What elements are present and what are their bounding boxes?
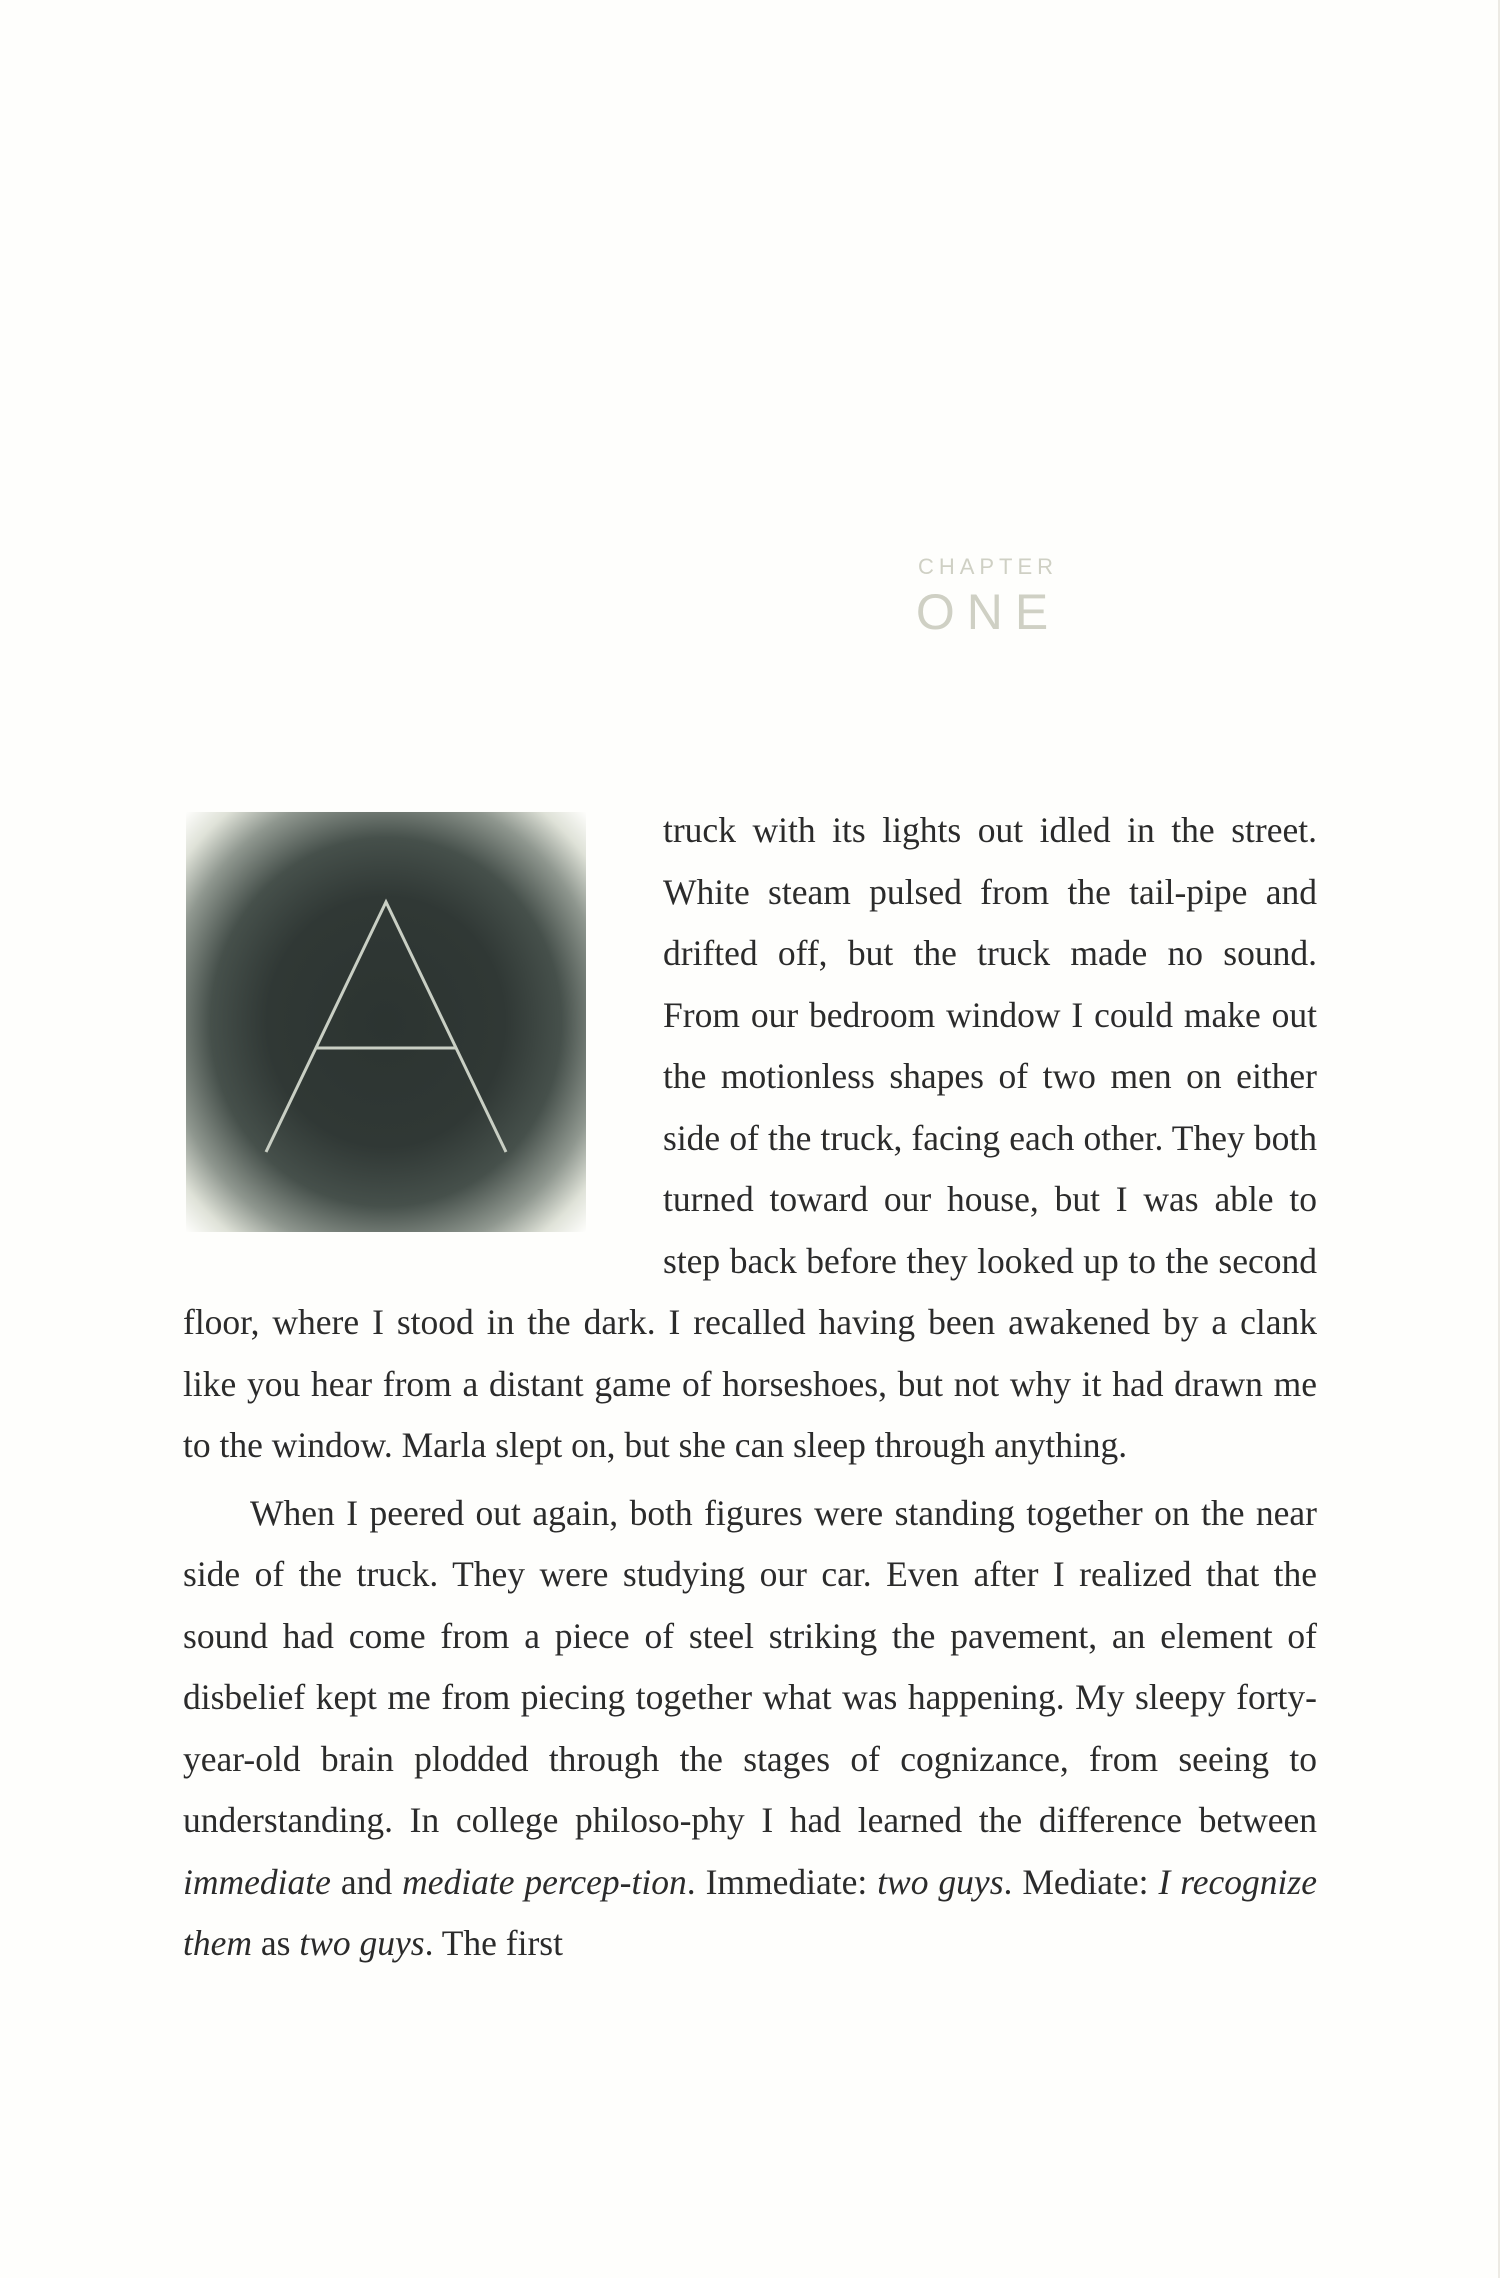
text-run: as	[252, 1923, 300, 1963]
italic-text: two guys	[877, 1861, 1004, 1902]
body-text	[183, 800, 1317, 1975]
text-run: and	[330, 1861, 403, 1902]
text-run: When I peered out again, both figures were standing together on the near side of the truck. They were studying our car. Even after I realized that the sound had come from a piece of steel striking the pavement, an element of disbelief kept me from piecing together what was happening. My sleepy forty-year-old brain plodded through the stages of cognizance, from seeing to understanding. In college philoso-phy I had learned the difference between	[183, 1492, 1317, 1840]
text-run: . Immediate:	[686, 1861, 878, 1902]
drop-cap-spacer	[183, 800, 663, 1292]
italic-text: I recognize them	[183, 1861, 1317, 1963]
paragraph	[183, 1483, 1317, 1975]
text-run: . The first	[424, 1923, 563, 1963]
italic-text: mediate percep-tion	[402, 1861, 687, 1902]
paragraph	[183, 800, 1317, 1477]
italic-text: two guys	[299, 1923, 425, 1963]
text-run: truck with its lights out idled in the street. White steam pulsed from the tail-pipe and drifted off, but the truck made no sound. From our bedroom window I could make out the motionless shapes of two men on either side of the truck, facing each other. They both turned toward our house, but I was able to step back before they looked up to the second floor, where I stood in the dark. I recalled having been awakened by a clank like you hear from a distant game of horseshoes, but not why it had drawn me to the window. Marla slept on, but she can sleep through anything.	[183, 810, 1317, 1465]
text-run: . Mediate:	[1003, 1861, 1159, 1902]
chapter-number: ONE	[915, 584, 1061, 640]
italic-text: immediate	[183, 1861, 331, 1902]
chapter-heading	[888, 552, 1088, 640]
chapter-label: CHAPTER	[917, 554, 1059, 579]
